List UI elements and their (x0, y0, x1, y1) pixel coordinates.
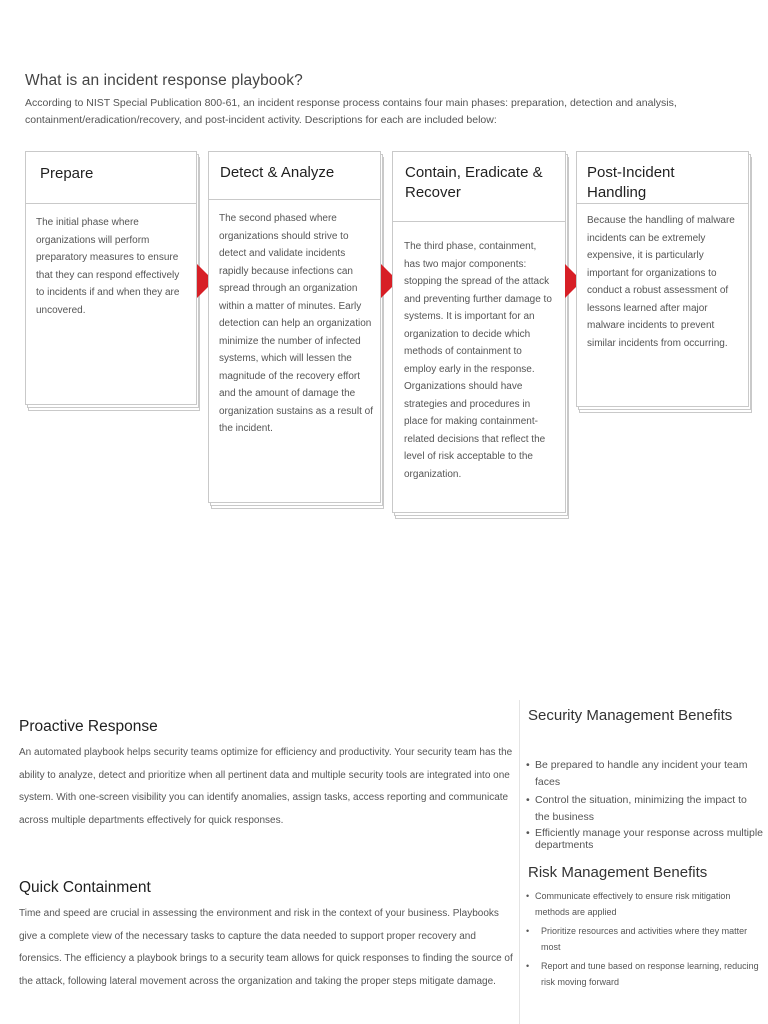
security-benefit-text: Be prepared to handle any incident your team faces (535, 759, 748, 788)
phase-header (209, 152, 380, 200)
intro-text: According to NIST Special Publication 800-61, an incident response process contains four main phases: preparation, detection and analysis, containment/eradication/recovery, and post-incident activity. Descriptions for each are included below: (25, 97, 677, 126)
phase-description: The third phase, containment, has two major components: stopping the spread of the attack and preventing further damage to systems. It is important for an organization to decide which methods of containment to employ early in the response. Organizations should have strategies and procedures in place for making containment-related decisions that reflect the level of risk acceptable to the organization. (404, 241, 552, 480)
phase-header (26, 152, 196, 204)
list-item (526, 757, 764, 791)
phase-title: Prepare (40, 165, 94, 182)
phase-description: The second phased where organizations should strive to detect and validate incidents rapidly because infections can spread through an organization within a matter of minutes. Early detection can help an organization minimize the number of infected systems, which will lessen the magnitude of the recovery effort and the amount of damage the organization sustains as a result of the incident. (219, 213, 373, 434)
risk-benefit-text: Communicate effectively to ensure risk mitigation methods are applied (535, 891, 731, 917)
risk-benefits-title: Risk Management Benefits (528, 864, 708, 881)
phase-card (208, 151, 381, 503)
intro-title: What is an incident response playbook? (25, 72, 303, 89)
list-item (526, 888, 762, 920)
phase-title: Detect & Analyze (220, 164, 335, 181)
phase-contain-eradicate-recover (392, 151, 569, 519)
list-item (526, 923, 762, 955)
quick-containment-title: Quick Containment (19, 879, 151, 896)
phase-card (25, 151, 197, 405)
phase-header (393, 152, 565, 222)
phase-card (392, 151, 566, 513)
phase-detect-analyze (208, 151, 384, 509)
list-item (526, 827, 764, 851)
phase-prepare (25, 151, 200, 411)
phase-title: Contain, Eradicate & Recover (405, 164, 543, 201)
risk-benefit-text: Report and tune based on response learning, reducing risk moving forward (541, 961, 759, 987)
security-benefit-text: Control the situation, minimizing the impact to the business (535, 794, 747, 823)
risk-benefits-list (526, 888, 762, 990)
security-benefit-text: Efficiently manage your response across multiple departments (535, 827, 764, 851)
security-benefits-title: Security Management Benefits (528, 707, 733, 724)
phase-description: The initial phase where organizations will perform preparatory measures to ensure that they can respond effectively to incidents if and when they are uncovered. (36, 217, 180, 316)
phase-header (577, 152, 748, 204)
phase-description: Because the handling of malware incidents can be extremely expensive, it is particularly important for organizations to conduct a robust assessment of lessons learned after major malware incidents to prevent similar incidents from occurring. (587, 215, 735, 349)
phase-post-incident-handling (576, 151, 752, 413)
quick-containment-text: Time and speed are crucial in assessing the environment and risk in the context of your business. Playbooks give a complete view of the necessary tasks to capture the data needed to support proper recovery and forensics. The efficiency a playbook brings to a security team allows for quick responses to finding the source of the attack, following lateral movement across the organization and taking the proper steps mitigate damage. (19, 908, 513, 987)
security-benefits-list (526, 757, 764, 851)
risk-benefit-text: Prioritize resources and activities where they matter most (541, 926, 748, 952)
phase-card (576, 151, 749, 407)
proactive-response-text: An automated playbook helps security teams optimize for efficiency and productivity. Your security team has the ability to analyze, detect and prioritize when all pertinent data and multiple security tools are integrated into one system. With one-screen visibility you can identify anomalies, assign tasks, access reporting and communicate across multiple departments effectively for quick responses. (19, 747, 513, 826)
proactive-response-title: Proactive Response (19, 718, 158, 735)
list-item (526, 792, 764, 826)
list-item (526, 958, 762, 990)
benefits-sidebar (519, 700, 768, 1024)
phase-title: Post-Incident Handling (587, 164, 675, 201)
